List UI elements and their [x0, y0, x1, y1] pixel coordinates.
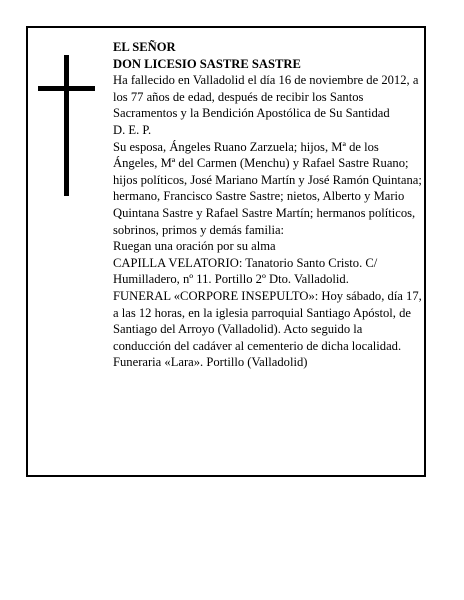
deceased-name: DON LICESIO SASTRE SASTRE	[113, 56, 301, 71]
heading-title: EL SEÑOR	[113, 40, 176, 54]
chapel-info: CAPILLA VELATORIO: Tanatorio Santo Cristo. C/ Humilladero, nº 11. Portillo 2º Dto. Valladolid.	[113, 255, 378, 287]
funeral-home: Funeraria «Lara». Portillo (Valladolid)	[113, 355, 308, 370]
cross-icon	[64, 55, 69, 196]
prayer-request: Ruegan una oración por su alma	[113, 239, 276, 254]
cross-icon-arm	[38, 86, 95, 91]
family-list: Su esposa, Ángeles Ruano Zarzuela; hijos, Mª de los Ángeles, Mª del Carmen (Menchu) y Rafael Sastre Ruano; hijos políticos, José Mariano Martín y José Ramón Quintana; hermano, Francisco Sastre Sastre; nietos, Alberto y Mario Quintana Sastre y Rafael Sastre Martín; hermanos políticos, sobrinos, primos y demás familia:	[113, 139, 422, 237]
death-details: Ha fallecido en Valladolid el día 16 de noviembre de 2012, a los 77 años de edad, después de recibir los Santos Sacramentos y la Bendición Apostólica de Su Santidad	[113, 73, 419, 121]
dep-line: D. E. P.	[113, 122, 152, 137]
obituary-text	[113, 39, 423, 371]
funeral-info: FUNERAL «CORPORE INSEPULTO»: Hoy sábado, día 17, a las 12 horas, en la iglesia parroquial Santiago Apóstol, de Santiago del Arroyo (Valladolid). Acto seguido la conducción del cadáver al cementerio de dicha localidad.	[113, 288, 422, 353]
